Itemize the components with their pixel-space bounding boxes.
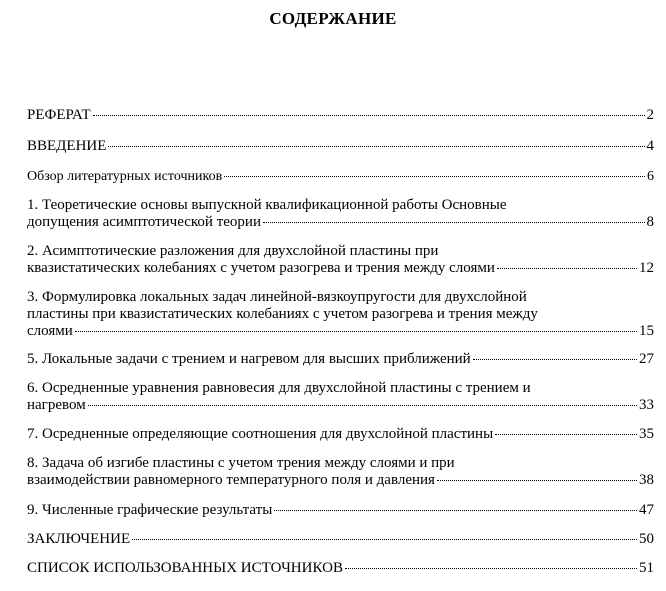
toc-page-number: 50	[639, 531, 654, 547]
dot-leader	[93, 115, 645, 116]
toc-entry-chapter-7[interactable]	[27, 426, 654, 443]
toc-entry-title: 9. Численные графические результаты	[27, 502, 273, 518]
dot-leader	[75, 331, 637, 332]
toc-entry-title: 5. Локальные задачи с трением и нагревом для высших приближений	[27, 351, 471, 367]
toc-page-number: 4	[646, 138, 654, 154]
toc-entry-title-continued: квазистатических колебаниях с учетом разогрева и трения между слоями	[27, 260, 495, 276]
toc-entry-introduction[interactable]	[27, 138, 654, 155]
toc-entry-title: ЗАКЛЮЧЕНИЕ	[27, 531, 131, 547]
toc-page-number: 33	[639, 397, 654, 413]
toc-entry-chapter-9[interactable]	[27, 502, 654, 519]
toc-entry-chapter-1[interactable]	[27, 197, 654, 231]
toc-page-number: 27	[639, 351, 654, 367]
toc-entry-title: 3. Формулировка локальных задач линейной-вязкоупругости для двухслойной	[27, 289, 527, 305]
toc-entry-title-continued: пластины при квазистатических колебаниях с учетом разогрева и трения между	[27, 306, 538, 322]
toc-entry-chapter-8[interactable]	[27, 455, 654, 489]
toc-entry-abstract[interactable]	[27, 107, 654, 124]
toc-entry-title: ВВЕДЕНИЕ	[27, 138, 107, 154]
dot-leader	[263, 222, 645, 223]
toc-entry-title: 8. Задача об изгибе пластины с учетом трения между слоями и при	[27, 455, 455, 471]
toc-entry-title: 1. Теоретические основы выпускной квалификационной работы Основные	[27, 197, 507, 213]
toc-entry-chapter-5[interactable]	[27, 351, 654, 368]
dot-leader	[108, 146, 644, 147]
dot-leader	[497, 268, 637, 269]
toc-entry-title-continued: слоями	[27, 323, 73, 339]
toc-entry-chapter-6[interactable]	[27, 380, 654, 414]
toc-entry-title: 2. Асимптотические разложения для двухслойной пластины при	[27, 243, 439, 259]
toc-entry-title: СПИСОК ИСПОЛЬЗОВАННЫХ ИСТОЧНИКОВ	[27, 560, 343, 576]
toc-page-number: 35	[639, 426, 654, 442]
toc-entry-title-continued: допущения асимптотической теории	[27, 214, 261, 230]
dot-leader	[88, 405, 637, 406]
toc-page-number: 2	[646, 107, 654, 123]
dot-leader	[224, 176, 645, 177]
toc-page-number: 38	[639, 472, 654, 488]
toc-entry-title: 6. Осредненные уравнения равновесия для двухслойной пластины с трением и	[27, 380, 531, 396]
toc-entry-title-continued: взаимодействии равномерного температурного поля и давления	[27, 472, 435, 488]
toc-entry-chapter-3[interactable]	[27, 289, 654, 340]
toc-page-number: 6	[647, 169, 654, 184]
toc-entry-title: Обзор литературных источников	[27, 169, 223, 184]
toc-entry-conclusion[interactable]	[27, 531, 654, 548]
dot-leader	[495, 434, 637, 435]
toc-page-number: 47	[639, 502, 654, 518]
toc-entry-references[interactable]	[27, 560, 654, 577]
toc-entry-chapter-2[interactable]	[27, 243, 654, 277]
table-of-contents	[27, 107, 654, 577]
dot-leader	[437, 480, 637, 481]
toc-page-number: 8	[646, 214, 654, 230]
toc-page-number: 51	[639, 560, 654, 576]
toc-entry-title-continued: нагревом	[27, 397, 86, 413]
toc-entry-title: РЕФЕРАТ	[27, 107, 91, 123]
toc-page-number: 15	[639, 323, 654, 339]
dot-leader	[132, 539, 637, 540]
toc-entry-title: 7. Осредненные определяющие соотношения для двухслойной пластины	[27, 426, 494, 442]
toc-page-number: 12	[639, 260, 654, 276]
toc-entry-literature-review[interactable]	[27, 168, 654, 185]
dot-leader	[473, 359, 637, 360]
dot-leader	[274, 510, 637, 511]
page-title: СОДЕРЖАНИЕ	[269, 9, 397, 28]
dot-leader	[345, 568, 637, 569]
